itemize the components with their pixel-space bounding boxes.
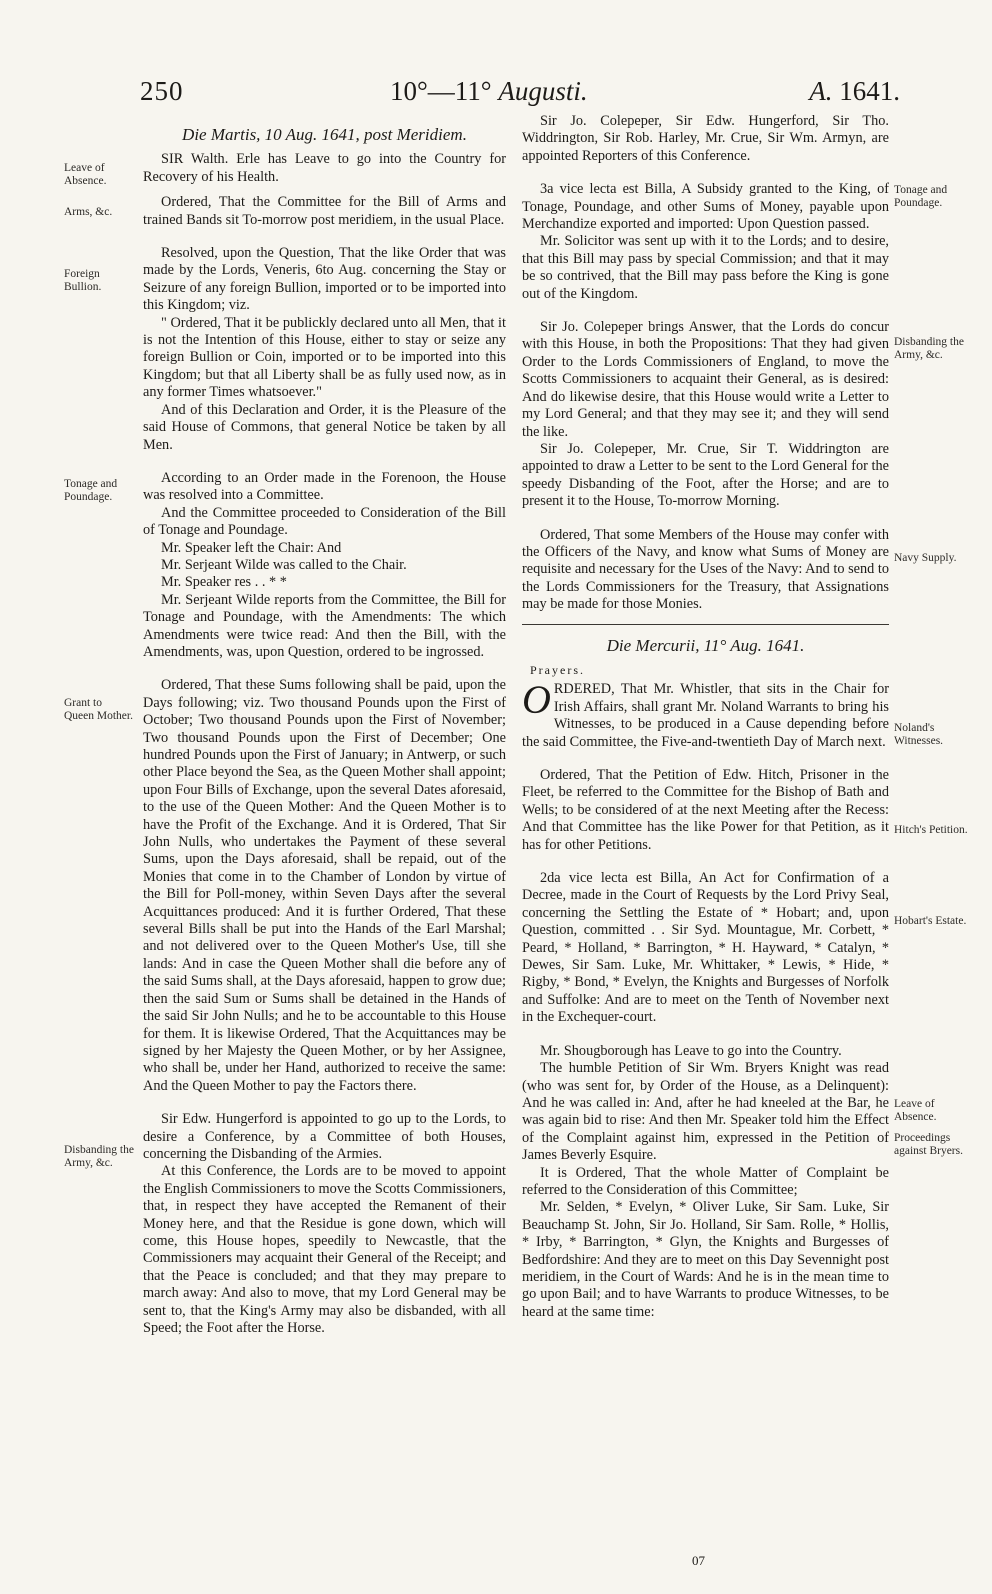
paragraph bbox=[522, 677, 889, 751]
signature-mark: 07 bbox=[692, 1553, 705, 1568]
paragraph: Mr. Shougborough has Leave to go into the Country. bbox=[540, 1042, 842, 1059]
section-heading: Die Martis, 10 Aug. 1641, post Meridiem. bbox=[182, 125, 467, 144]
paragraph: Mr. Speaker left the Chair: And bbox=[161, 539, 342, 556]
paragraph: Sir Jo. Colepeper, Mr. Crue, Sir T. Widdrington are appointed to draw a Letter to be sent to the Lord General for the speedy Disbanding of the Foot, after the Horse; and are to present it to the House, To-morrow Morning. bbox=[522, 440, 889, 510]
margin-note: Hitch's Petition. bbox=[894, 824, 968, 836]
margin-note: Navy Supply. bbox=[894, 552, 957, 564]
paragraph: Mr. Serjeant Wilde reports from the Committee, the Bill for Tonage and Poundage, with the Amendments: The which Amendments were twice read: And then the Bill, with the Amendments, was, upon Question, ordered to be ingrossed. bbox=[143, 591, 506, 660]
paragraph: Sir Edw. Hungerford is appointed to go up to the Lords, to desire a Conference, by a Committee of both Houses, concerning the Disbanding of the Armies. bbox=[143, 1111, 506, 1162]
running-date bbox=[390, 76, 588, 107]
paragraph: 3a vice lecta est Billa, A Subsidy granted to the King, of Tonage, Poundage, and other Sums of Money, payable upon Merchandize exported and imported: Upon Question passed. bbox=[522, 181, 889, 233]
paragraph: Ordered, That the Petition of Edw. Hitch, Prisoner in the Fleet, be referred to the Committee for the Bishop of Bath and Wells; to be considered of at the next Meeting after the Recess: And that Committee has the like Power for that Petition, as it has for other Petitions. bbox=[522, 767, 889, 853]
paragraph: Mr. Solicitor was sent up with it to the Lords; and to desire, that this Bill may pass by special Commission; and that it may be so contrived, that the Bill may pass before the King is gone out of the Kingdom. bbox=[522, 233, 889, 302]
margin-note: Noland's Witnesses. bbox=[894, 722, 944, 747]
page-header bbox=[140, 70, 900, 110]
paragraph: And of this Declaration and Order, it is the Pleasure of the said House of Commons, that general Notice be taken by all Men. bbox=[143, 401, 506, 453]
running-date-prefix: 10°—11° bbox=[390, 76, 492, 106]
right-column bbox=[522, 113, 889, 1321]
paragraph: Mr. Speaker res . . * * bbox=[161, 574, 287, 591]
paragraph: According to an Order made in the Forenoon, the House was resolved into a Committee. bbox=[143, 469, 506, 504]
paragraph: Sir Jo. Colepeper brings Answer, that the Lords do concur with this House, in both the Propositions: That they had given Order to the Lords Commissioners of England, to move the Scotts Commissioners to acquaint their General, as is desired: And do likewise desire, that this House would write a Letter to my Lord General; and that they may see it; and they will send the like. bbox=[522, 319, 889, 440]
paragraph: It is Ordered, That the whole Matter of Complaint be referred to the Consideration of this Committee; bbox=[522, 1164, 889, 1198]
section-divider bbox=[522, 624, 889, 625]
margin-note: Disbanding the Army, &c. bbox=[894, 336, 964, 361]
margin-note: Disbanding the Army, &c. bbox=[64, 1144, 134, 1169]
drop-cap: O bbox=[522, 677, 551, 723]
page-number: 250 bbox=[140, 76, 184, 106]
paragraph: Mr. Selden, * Evelyn, * Oliver Luke, Sir Sam. Luke, Sir Beauchamp St. John, Sir Jo. Holland, Sir Sam. Rolle, * Hollis, * Irby, * Barrington, * Glyn, the Knights and Burgesses of Bedfordshire: And they are to meet on this Day Sevennight post meridiem, in the Court of Wards: And he is in the mean time to go upon Bail; and to have Warrants to produce Witnesses, to be heard at the same time: bbox=[522, 1199, 889, 1320]
paragraph: Sir Jo. Colepeper, Sir Edw. Hungerford, Sir Tho. Widdrington, Sir Rob. Harley, Mr. Crue, Sir Wm. Armyn, are appointed Reporters of this Conference. bbox=[522, 113, 889, 164]
paragraph: The humble Petition of Sir Wm. Bryers Knight was read (who was sent for, by Order of the House, as a Delinquent): And he was called in: And, after he had kneeled at the Bar, he was again bid to rise: And then Mr. Speaker told him the Effect of the Complaint against him, expressed in the Petition of James Beverly Esquire. bbox=[522, 1060, 889, 1164]
margin-note: Proceedings against Bryers. bbox=[894, 1132, 963, 1157]
paragraph: And the Committee proceeded to Consideration of the Bill of Tonage and Poundage. bbox=[143, 504, 506, 539]
left-column bbox=[143, 126, 506, 1337]
paragraph: Resolved, upon the Question, That the like Order that was made by the Lords, Veneris, 6to Aug. concerning the Stay or Seizure of any foreign Bullion, imported or to be imported into this Kingdom; viz. bbox=[143, 245, 506, 314]
paragraph: Ordered, That some Members of the House may confer with the Officers of the Navy, and know what Sums of Money are requisite and necessary for the Uses of the Navy: And to send to the Lords Commissioners for the Treasury, that Assignations may be made for those Monies. bbox=[522, 526, 889, 613]
margin-note: Leave of Absence. bbox=[64, 162, 107, 187]
running-date-month: Augusti. bbox=[498, 76, 588, 106]
margin-note: Arms, &c. bbox=[64, 206, 113, 218]
running-year-value: 1641. bbox=[839, 76, 900, 106]
paragraph: SIR Walth. Erle has Leave to go into the Country for Recovery of his Health. bbox=[143, 151, 506, 185]
paragraph-text: RDERED, That Mr. Whistler, that sits in the Chair for Irish Affairs, shall grant Mr. Noland Warrants to bring his Witnesses, to be produced in a Cause depending before the said Committee, the Five-and-twentieth Day of March next. bbox=[522, 681, 889, 750]
paragraph: " Ordered, That it be publickly declared unto all Men, that it is not the Intention of this House, either to stay or seize any foreign Bullion or Coin, imported or to be imported into this Kingdom; but that all Liberty shall be as fully used now, as in any former Times whatsoever." bbox=[143, 314, 506, 401]
margin-note: Tonage and Poundage. bbox=[894, 184, 948, 209]
running-year-prefix: A. bbox=[809, 76, 833, 106]
margin-note: Tonage and Poundage. bbox=[64, 478, 118, 503]
paragraph: Ordered, That the Committee for the Bill of Arms and trained Bands sit To-morrow post meridiem, in the usual Place. bbox=[143, 194, 506, 228]
section-heading: Die Mercurii, 11° Aug. 1641. bbox=[606, 635, 805, 655]
paragraph: At this Conference, the Lords are to be moved to appoint the English Commissioners to move the Scotts Commissioners, that, in respect they have accepted the Remanent of their Money here, and that the Residue is gone down, which will come, this House hopes, speedily to Newcastle, that the Commissioners may acquaint their General of the Receipt; and that the Peace is concluded; and that they may prepare to march away: And also to move, that my Lord General may be sent to, that the King's Army may also be disbanded, with all Speed; the Foot after the Horse. bbox=[143, 1163, 506, 1336]
running-year bbox=[809, 76, 900, 107]
margin-note: Grant to Queen Mother. bbox=[64, 697, 133, 722]
paragraph: Mr. Serjeant Wilde was called to the Chair. bbox=[161, 556, 407, 573]
paragraph: 2da vice lecta est Billa, An Act for Confirmation of a Decree, made in the Court of Requests by the Lord Privy Seal, concerning the Settling the Estate of * Hobart; and, upon Question, committed . . Sir Syd. Mountague, Mr. Corbett, * Peard, * Holland, * Barrington, * H. Hayward, * Catalyn, * Dewes, Sir Sam. Luke, Mr. Whittaker, * Lewis, * Hide, * Rigby, * Bond, * Evelyn, the Knights and Burgesses of Norfolk and Suffolke: And are to meet on the Tenth of November next in the Exchequer-court. bbox=[522, 870, 889, 1026]
margin-note: Hobart's Estate. bbox=[894, 915, 967, 927]
margin-note: Leave of Absence. bbox=[894, 1098, 937, 1123]
paragraph: Ordered, That these Sums following shall be paid, upon the Days following; viz. Two thousand Pounds upon the First of October; Two thousand Pounds upon the First of November; Two thousand Pounds upon the First of December; One hundred Pounds upon the First of January; in Antwerp, or such other Place beyond the Sea, as the Queen Mother shall appoint; upon Four Bills of Exchange, upon the several Dates aforesaid, to the use of the Queen Mother: And the Queen Mother is to have the Profit of the Exchange. And it is Ordered, That Sir John Nulls, who undertakes the Payment of these several Sums, upon the Days aforesaid, shall be repaid, out of the Monies that come in to the Chamber of London by virtue of the Bill for Poll-money, within Seven Days after the several Acquittances produced: And it is further Ordered, That these several Bills shall be put into the Hands of the Earl Marshal; and not delivered over to the Queen Mother's Use, till she lands: And in case the Queen Mother shall die before any of the said Sums shall, at the Days aforesaid, happen to grow due; then the said Sum or Sums shall be detained in the Hands of the said Sir John Nulls; and he to be accountable to this House for them. It is likewise Ordered, That the Acquittances may be signed by her Majesty the Queen Mother, or by her Assignee, who shall be, under her Hand, authorized to receive the same: And the Queen Mother to pay the Factors there. bbox=[143, 677, 506, 1094]
margin-note: Foreign Bullion. bbox=[64, 268, 102, 293]
prayers-label: Prayers. bbox=[530, 662, 585, 677]
